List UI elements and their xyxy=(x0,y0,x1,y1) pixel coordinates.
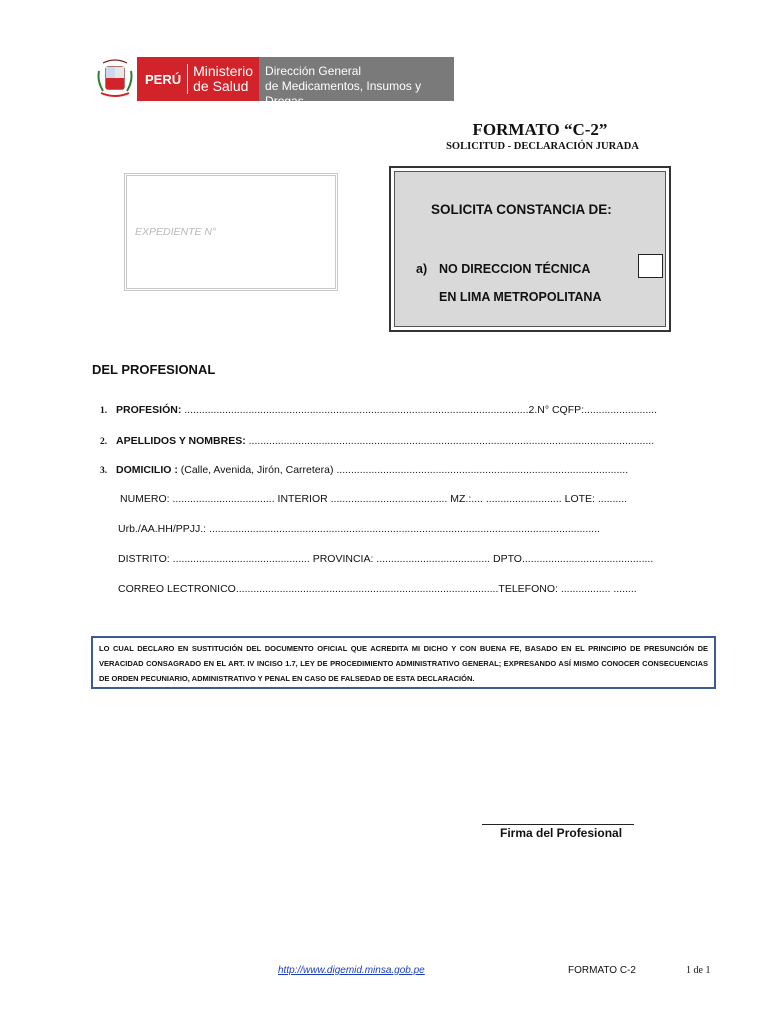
ministry-logo xyxy=(95,57,454,108)
option-letter: a) xyxy=(416,262,428,276)
urb-row[interactable] xyxy=(118,523,600,535)
expediente-box[interactable] xyxy=(124,173,338,291)
profesion-row[interactable]: 1. PROFESIÓN: ......................................................................................................................2.N° CQFP:......................... xyxy=(100,404,657,416)
profesion-field[interactable]: ...................................................................................................................... xyxy=(181,404,529,416)
option-label-line2: EN LIMA METROPOLITANA xyxy=(439,290,602,304)
no-direccion-tecnica-checkbox[interactable] xyxy=(638,254,663,278)
sworn-declaration-box: LO CUAL DECLARO EN SUSTITUCIÓN DEL DOCUMENTO OFICIAL QUE ACREDITA MI DICHO Y CON BUENA FE, BASADO EN EL PRINCIPIO DE PRESUNCIÓN DE VERACIDAD CONSAGRADO EN EL ART. IV INCISO 1.7, LEY DE PROCEDIMIENTO ADMINISTRATIVO GENERAL; EXPRESANDO ASÍ MISMO CONOCER CONSECUENCIAS DE ORDEN PECUNIARIO, ADMINISTRATIVO Y PENAL EN CASO DE FALSEDAD DE ESTA DECLARACIÓN. xyxy=(91,636,716,689)
mz-label: MZ.: xyxy=(450,493,472,505)
dpto-label: DPTO xyxy=(492,553,522,565)
urb-label: Urb./AA.HH/PPJJ.: xyxy=(118,523,207,535)
apellidos-label: APELLIDOS Y NOMBRES: xyxy=(116,435,246,447)
domicilio-hint: (Calle, Avenida, Jirón, Carretera) xyxy=(180,464,334,476)
apellidos-row[interactable]: 2. APELLIDOS Y NOMBRES: ........................................................................................................................................... xyxy=(100,435,655,447)
apellidos-field[interactable]: ........................................................................................................................................... xyxy=(245,435,655,447)
footer-page-number: 1 de 1 xyxy=(686,965,711,976)
footer-formato: FORMATO C-2 xyxy=(568,965,636,976)
solicita-title: SOLICITA CONSTANCIA DE: xyxy=(431,202,612,217)
correo-label: CORREO LECTRONICO xyxy=(118,583,236,595)
numero-row[interactable]: NUMERO: ................................... INTERIOR ........................................ MZ.:.... .......................... LOTE: .......... xyxy=(120,493,628,505)
ministry-name: Ministerio de Salud xyxy=(187,64,253,94)
urb-field[interactable]: ...................................................................................................................................... xyxy=(206,523,600,535)
section-heading-profesional: DEL PROFESIONAL xyxy=(92,362,216,377)
distrito-label: DISTRITO: xyxy=(118,553,170,565)
country-label: PERÚ xyxy=(145,71,182,87)
telefono-label: TELEFONO: xyxy=(498,583,558,595)
domicilio-row[interactable]: 3. DOMICILIO : (Calle, Avenida, Jirón, Carretera) .................................................................................................... xyxy=(100,464,629,476)
peru-brand xyxy=(137,57,259,101)
lote-label: LOTE: xyxy=(564,493,595,505)
cqfp-field[interactable]: ......................... xyxy=(584,404,657,416)
form-subtitle: SOLICITUD - DECLARACIÓN JURADA xyxy=(446,141,639,152)
correo-row[interactable]: CORREO LECTRONICO..........................................................................................TELEFONO: ................. ........ xyxy=(118,583,637,595)
peru-coat-of-arms-icon xyxy=(95,57,135,101)
footer-website-link[interactable]: http://www.digemid.minsa.gob.pe xyxy=(278,965,425,976)
form-title: FORMATO “C-2” xyxy=(472,120,608,139)
expediente-label: EXPEDIENTE N° xyxy=(135,226,217,238)
cqfp-label: N° CQFP: xyxy=(537,404,585,416)
profesion-label: PROFESIÓN: xyxy=(116,404,182,416)
signature-label: Firma del Profesional xyxy=(500,826,623,840)
solicita-constancia-box xyxy=(389,166,671,332)
solicita-inner-panel xyxy=(394,171,666,327)
directorate-name: Dirección General de Medicamentos, Insumos y Drogas xyxy=(259,57,454,101)
interior-label: INTERIOR xyxy=(277,493,328,505)
distrito-row[interactable]: DISTRITO: ............................................... PROVINCIA: ....................................... DPTO............................................. xyxy=(118,553,654,565)
domicilio-label: DOMICILIO : xyxy=(116,464,178,476)
numero-label: NUMERO: xyxy=(120,493,170,505)
option-label-line1: NO DIRECCION TÉCNICA xyxy=(439,262,591,276)
provincia-label: PROVINCIA: xyxy=(312,553,374,565)
signature-line xyxy=(482,824,634,825)
domicilio-field[interactable]: .................................................................................................... xyxy=(333,464,629,476)
